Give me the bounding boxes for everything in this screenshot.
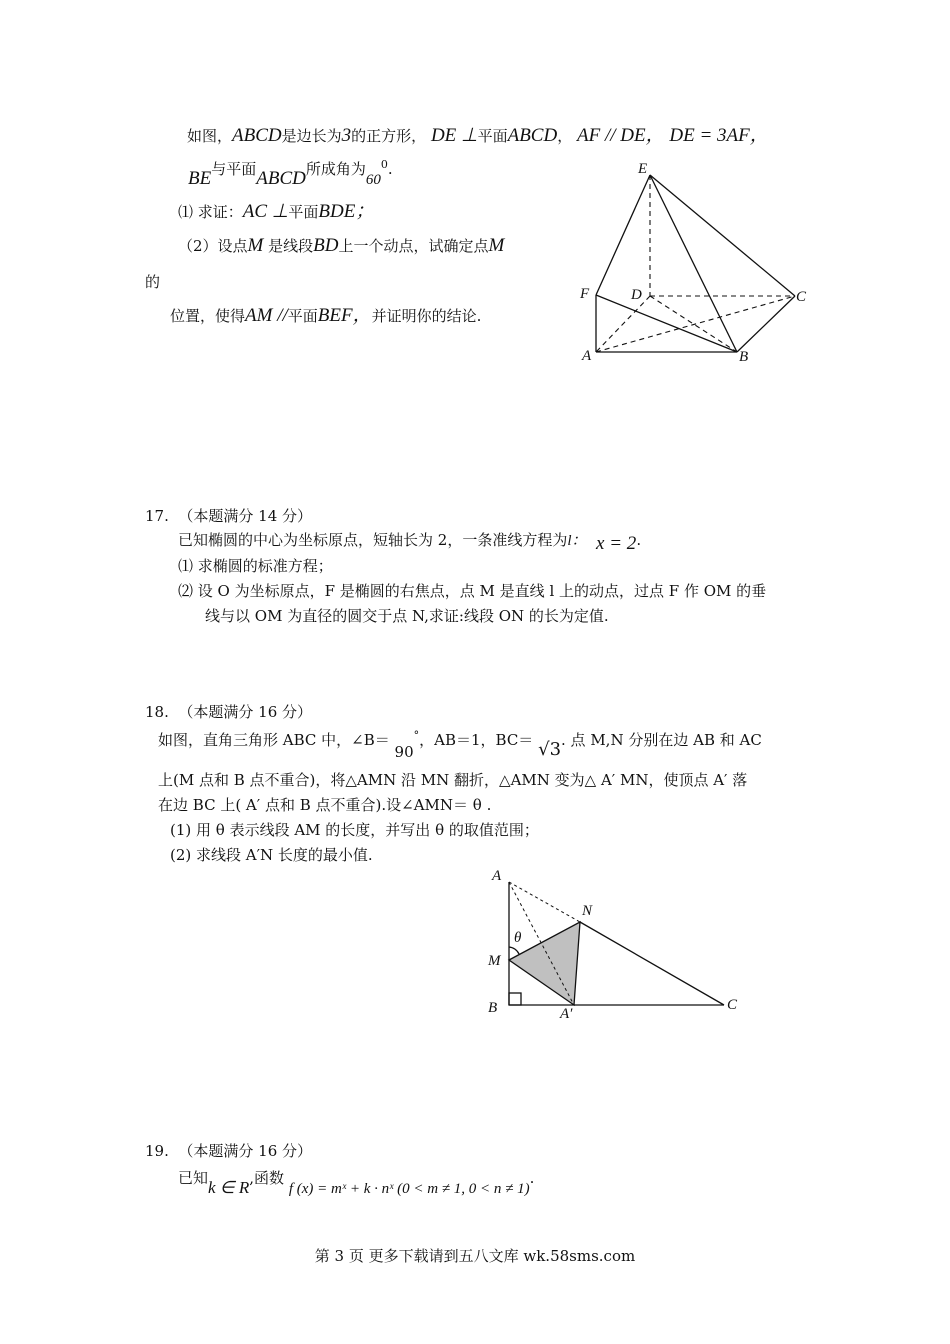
math: BE xyxy=(188,168,212,189)
p16-q2 xyxy=(178,236,504,256)
p18-line1 xyxy=(158,726,762,761)
text: 平面 xyxy=(477,127,508,145)
math: x = 2 xyxy=(596,533,637,554)
text: 所成角为 xyxy=(305,160,366,178)
math: ° xyxy=(413,729,420,742)
p16-figure xyxy=(570,150,820,375)
label-D: D xyxy=(631,287,642,303)
label-A: A xyxy=(492,868,502,884)
side-NC xyxy=(580,922,724,1005)
p18-figure xyxy=(480,862,750,1027)
text: . xyxy=(387,160,393,178)
label-N: N xyxy=(582,903,593,919)
edge-BC xyxy=(737,296,795,352)
text: . xyxy=(529,1169,535,1187)
text: 是线段 xyxy=(268,237,314,255)
theta-arc xyxy=(509,947,519,954)
edge-EC xyxy=(650,175,795,296)
p16-line2 xyxy=(188,155,393,189)
text: 如图，直角三角形 ABC 中，∠B＝ xyxy=(158,731,390,749)
p18-line3: 在边 BC 上( A′ 点和 B 点不重合).设∠AMN＝ θ . xyxy=(158,796,492,814)
math: AF // DE， xyxy=(576,125,665,146)
label-B: B xyxy=(488,1000,498,1016)
math: k ∈ R xyxy=(208,1178,250,1197)
math: ABCD xyxy=(256,168,306,189)
math: AC ⊥ xyxy=(242,201,289,222)
label-C: C xyxy=(796,289,807,305)
page-footer: 第 3 页 更多下载请到五八文库 wk.58sms.com xyxy=(314,1247,636,1265)
text: 如图， xyxy=(187,127,233,145)
text: 18. xyxy=(145,703,169,721)
label-A: A xyxy=(582,348,592,364)
math: BDE； xyxy=(318,201,375,222)
p17-q2a: ⑵ 设 O 为坐标原点，F 是椭圆的右焦点，点 M 是直线 l 上的动点，过点 F 作 OM 的垂 xyxy=(178,582,767,600)
math: √3 xyxy=(538,739,562,760)
edge-FB xyxy=(596,295,737,352)
text: 平面 xyxy=(288,203,319,221)
text: 并证明你的结论. xyxy=(371,307,482,325)
p17-header xyxy=(145,506,312,526)
label-A-prime: A′ xyxy=(560,1006,573,1022)
text: 平面 xyxy=(287,307,318,325)
text: . 点 M,N 分别在边 AB 和 AC xyxy=(561,731,762,749)
p18-header xyxy=(145,702,312,722)
text: 与平面 xyxy=(211,160,257,178)
math: DE ⊥ xyxy=(430,125,478,146)
label-C: C xyxy=(727,997,738,1013)
label-theta: θ xyxy=(514,930,522,946)
p18-q1: (1) 用 θ 表示线段 AM 的长度，并写出 θ 的取值范围； xyxy=(170,821,539,839)
label-E: E xyxy=(638,161,648,177)
text: ⑴ 求证： xyxy=(178,203,243,221)
math: AM // xyxy=(245,305,288,326)
text: . xyxy=(636,531,642,549)
text: ,函数 xyxy=(249,1169,285,1187)
math: M xyxy=(247,235,264,256)
text: （本题满分 16 分） xyxy=(178,1142,313,1160)
text: （本题满分 16 分） xyxy=(178,703,313,721)
math: M xyxy=(488,235,505,256)
math: BEF， xyxy=(317,305,372,326)
p17-q2b: 线与以 OM 为直径的圆交于点 N,求证:线段 ON 的长为定值. xyxy=(205,607,609,625)
math: 60 xyxy=(365,172,381,188)
math: l： xyxy=(567,533,587,549)
math: DE = 3AF， xyxy=(669,125,769,146)
label-F: F xyxy=(580,286,590,302)
math: 90 xyxy=(394,743,414,761)
text: 已知椭圆的中心为坐标原点，短轴长为 2，一条准线方程为 xyxy=(178,531,568,549)
text: 位置，使得 xyxy=(170,307,246,325)
math: ABCD xyxy=(232,125,282,146)
text: ，AB＝1，BC＝ xyxy=(419,731,534,749)
text: 是边长为 xyxy=(281,127,342,145)
math: 3 xyxy=(341,125,352,146)
fold-AN xyxy=(509,882,580,922)
math: BD xyxy=(313,235,339,256)
p18-q2: (2) 求线段 A′N 长度的最小值. xyxy=(170,846,373,864)
label-M: M xyxy=(488,953,501,969)
p16-q2-de: 的 xyxy=(145,273,161,291)
label-B: B xyxy=(739,349,749,365)
p19-header xyxy=(145,1141,312,1161)
p17-q1: ⑴ 求椭圆的标准方程； xyxy=(178,557,333,575)
p19-line1 xyxy=(178,1168,535,1197)
p16-q2-cont xyxy=(170,306,481,326)
math: 0 xyxy=(380,158,388,171)
text: （本题满分 14 分） xyxy=(178,507,313,525)
text: （2）设点 xyxy=(178,237,248,255)
text: 上一个动点，试确定点 xyxy=(338,237,489,255)
p16-q1 xyxy=(178,202,374,222)
math: ABCD xyxy=(507,125,558,146)
edge-EB xyxy=(650,175,737,352)
p18-line2: 上(M 点和 B 点不重合)，将△AMN 沿 MN 翻折，△AMN 变为△ A′ MN，使顶点 A′ 落 xyxy=(158,771,748,789)
edge-DA xyxy=(596,296,650,352)
edge-EF xyxy=(596,175,650,295)
text: 17. xyxy=(145,507,169,525)
p17-line1 xyxy=(178,530,642,554)
text: 已知 xyxy=(178,1169,209,1187)
text: 19. xyxy=(145,1142,169,1160)
math: f (x) = mˣ + k · nˣ (0 < m ≠ 1, 0 < n ≠ 1) xyxy=(288,1181,530,1197)
p16-line1: 如图，ABCD是边长为3的正方形， DE ⊥平面ABCD， AF // DE， DE = 3AF， xyxy=(187,125,769,146)
text: 的正方形， xyxy=(351,127,427,145)
right-angle-mark xyxy=(509,993,521,1005)
